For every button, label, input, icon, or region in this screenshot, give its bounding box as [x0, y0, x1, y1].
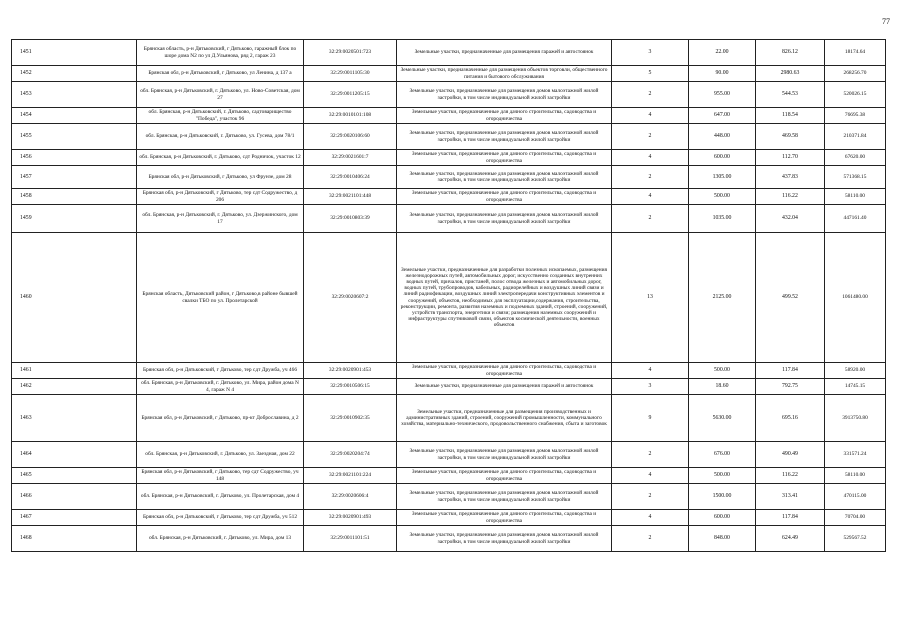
cadastral-value-table — [11, 39, 886, 552]
use-group: 2 — [612, 442, 689, 468]
specific-value: 499.52 — [756, 233, 825, 363]
specific-value: 490.49 — [756, 442, 825, 468]
permitted-use: Земельные участки, предназначенные для разработки полезных ископаемых, размещения железнодорожных путей, автомобильных дорог, искусственно созданных внутренних водных путей, причалов, пристаней, полос отвода железных и автомобильных дорог, водных путей, трубопроводов, кабельных, радиорелейных и воздушных линий связи и линий радиофикации, воздушных линий электропередачи конструктивных элементов и сооружений, объектов, необходимых для эксплуатации,содержания, строительства, реконструкции, ремонта, развития наземных и подземных зданий, строений, сооружений, устройств транспорта, энергетики и связи; размещения наземных сооружений и инфраструктуры спутниковой связи, объектов космической деятельности, военных объектов — [397, 233, 612, 363]
table-row — [12, 363, 886, 379]
table-row — [12, 189, 886, 205]
address-cell: обл. Брянская, р-н Дятьковский, г. Дятьково, ул. Заездная, дом 22 — [137, 442, 304, 468]
permitted-use: Земельные участки, предназначенные для размещения домов малоэтажной жилой застройки, в том числе индивидуальной жилой застройки — [397, 442, 612, 468]
address-cell: обл. Брянская, р-н Дятьковский, г. Дятьково, ул. Пролетарская, дом 4 — [137, 484, 304, 510]
permitted-use: Земельные участки, предназначенные для размещения домов малоэтажной жилой застройки, в том числе индивидуальной жилой застройки — [397, 205, 612, 233]
use-group: 2 — [612, 166, 689, 189]
table-row — [12, 233, 886, 363]
table-row — [12, 124, 886, 150]
address-cell: Брянская обл, р-н Дятьковский, г Дятьково, пр-кт Доброславина, д 2 — [137, 395, 304, 442]
address-cell: Брянская обл, р-н Дятьковский, г Дятьково, ул Фрунзе, дом 28 — [137, 166, 304, 189]
row-number: 1456 — [12, 150, 137, 166]
cadastral-value: 210371.84 — [825, 124, 886, 150]
use-group: 2 — [612, 205, 689, 233]
use-group: 4 — [612, 189, 689, 205]
row-number: 1460 — [12, 233, 137, 363]
use-group: 4 — [612, 363, 689, 379]
cadastral-number: 32:29:0010803:39 — [304, 205, 397, 233]
area: 600.00 — [689, 150, 756, 166]
address-cell: обл. Брянская, р-н Дятьковский, г. Дятьково, садтоварищество "Победа", участок 96 — [137, 108, 304, 124]
cadastral-number: 32:29:0020106:60 — [304, 124, 397, 150]
cadastral-value: 331571.24 — [825, 442, 886, 468]
table-row — [12, 526, 886, 552]
cadastral-number: 32:29:0020901:493 — [304, 510, 397, 526]
permitted-use: Земельные участки, предназначенные для дачного строительства, садоводства и огородничества — [397, 468, 612, 484]
address-cell: Брянская обл, р-н Дятьковский, г Дятьково, тер сдт Дружба, уч 466 — [137, 363, 304, 379]
address-cell: Брянская область, р-н Дятьковский, г Дятьково, гаражный блок по шоре дома N2 по ул Д.Ульянова, ряд 2, гараж 23 — [137, 40, 304, 66]
use-group: 4 — [612, 510, 689, 526]
permitted-use: Земельные участки, предназначенные для дачного строительства, садоводства и огородничества — [397, 510, 612, 526]
row-number: 1463 — [12, 395, 137, 442]
specific-value: 112.70 — [756, 150, 825, 166]
table-row — [12, 40, 886, 66]
area: 848.00 — [689, 526, 756, 552]
specific-value: 2980.63 — [756, 66, 825, 82]
permitted-use: Земельные участки, предназначенные для размещения гаражей и автостоянок — [397, 379, 612, 395]
permitted-use: Земельные участки, предназначенные для дачного строительства, садоводства и огородничества — [397, 363, 612, 379]
permitted-use: Земельные участки, предназначенные для дачного строительства, садоводства и огородничества — [397, 108, 612, 124]
cadastral-number: 32:29:0011205:15 — [304, 82, 397, 108]
area: 5630.00 — [689, 395, 756, 442]
cadastral-value: 470115.00 — [825, 484, 886, 510]
specific-value: 437.83 — [756, 166, 825, 189]
specific-value: 624.49 — [756, 526, 825, 552]
area: 500.00 — [689, 363, 756, 379]
cadastral-number: 32:29:0010101:108 — [304, 108, 397, 124]
permitted-use: Земельные участки, предназначенные для размещения домов малоэтажной жилой застройки, в том числе индивидуальной жилой застройки — [397, 484, 612, 510]
use-group: 4 — [612, 468, 689, 484]
use-group: 13 — [612, 233, 689, 363]
cadastral-number: 32:29:0011101:51 — [304, 526, 397, 552]
permitted-use: Земельные участки, предназначенные для размещения гаражей и автостоянок — [397, 40, 612, 66]
row-number: 1468 — [12, 526, 137, 552]
cadastral-value: 571368.15 — [825, 166, 886, 189]
use-group: 3 — [612, 379, 689, 395]
area: 18.60 — [689, 379, 756, 395]
cadastral-number: 32:29:0020901:453 — [304, 363, 397, 379]
address-cell: обл. Брянская, р-н Дятьковский, г. Дятьково, ул. Мира, район дома N 4, гараж N 4 — [137, 379, 304, 395]
permitted-use: Земельные участки, предназначенные для дачного строительства, садоводства и огородничества — [397, 150, 612, 166]
cadastral-value: 67620.00 — [825, 150, 886, 166]
table-row — [12, 468, 886, 484]
row-number: 1461 — [12, 363, 137, 379]
permitted-use: Земельные участки, предназначенные для размещения домов малоэтажной жилой застройки, в том числе индивидуальной жилой застройки — [397, 166, 612, 189]
area: 500.00 — [689, 189, 756, 205]
address-cell: Брянская обл, р-н Дятьковский, г Дятьково, тер сдт Содружество, уч 148 — [137, 468, 304, 484]
cadastral-number: 32:29:0020606:4 — [304, 484, 397, 510]
row-number: 1462 — [12, 379, 137, 395]
table-row — [12, 484, 886, 510]
address-cell: Брянская обл, р-н Дятьковский, г Дятьково, тер сдт Дружба, уч 512 — [137, 510, 304, 526]
cadastral-value: 3913750.80 — [825, 395, 886, 442]
area: 90.00 — [689, 66, 756, 82]
area: 448.00 — [689, 124, 756, 150]
cadastral-value: 529567.52 — [825, 526, 886, 552]
row-number: 1453 — [12, 82, 137, 108]
address-cell: Брянская область, Дятьковский район, г Дятьково,в районе бывшей свалки ТБО по ул. Пролетарской — [137, 233, 304, 363]
area: 955.00 — [689, 82, 756, 108]
address-cell: Брянская обл, р-н Дятьковский, г Дятьково, тер сдт Содружество, д 206 — [137, 189, 304, 205]
use-group: 3 — [612, 40, 689, 66]
table-row — [12, 510, 886, 526]
area: 1500.00 — [689, 484, 756, 510]
address-cell: обл. Брянская, р-н Дятьковский, г. Дятьково, сдт Родничок, участок 12 — [137, 150, 304, 166]
area: 1035.00 — [689, 205, 756, 233]
area: 2125.00 — [689, 233, 756, 363]
row-number: 1451 — [12, 40, 137, 66]
table-row — [12, 442, 886, 468]
permitted-use: Земельные участки, предназначенные для размещения объектов торговли, общественного питания и бытового обслуживания — [397, 66, 612, 82]
row-number: 1465 — [12, 468, 137, 484]
specific-value: 432.04 — [756, 205, 825, 233]
area: 22.00 — [689, 40, 756, 66]
row-number: 1466 — [12, 484, 137, 510]
table-row — [12, 82, 886, 108]
cadastral-value: 58110.00 — [825, 189, 886, 205]
row-number: 1459 — [12, 205, 137, 233]
table-row — [12, 108, 886, 124]
cadastral-number: 32:29:0021601:7 — [304, 150, 397, 166]
table-row — [12, 66, 886, 82]
cadastral-value: 76695.38 — [825, 108, 886, 124]
row-number: 1464 — [12, 442, 137, 468]
cadastral-number: 32:29:0020501:723 — [304, 40, 397, 66]
address-cell: обл. Брянская, р-н Дятьковский, г. Дятьково, ул. Дзержинского, дом 17 — [137, 205, 304, 233]
use-group: 2 — [612, 526, 689, 552]
cadastral-value: 70704.00 — [825, 510, 886, 526]
area: 500.00 — [689, 468, 756, 484]
permitted-use: Земельные участки, предназначенные для размещения производственных и административных зданий, строений, сооружений промышленности, коммунального хозяйства, материально-технического, продовольственного снабжения, сбыта и заготовок — [397, 395, 612, 442]
use-group: 5 — [612, 66, 689, 82]
address-cell: Брянская обл, р-н Дятьковский, г Дятьково, ул Ленина, д 137 а — [137, 66, 304, 82]
specific-value: 792.75 — [756, 379, 825, 395]
cadastral-number: 32:29:0010902:35 — [304, 395, 397, 442]
specific-value: 826.12 — [756, 40, 825, 66]
row-number: 1457 — [12, 166, 137, 189]
page-number: 77 — [882, 17, 890, 26]
cadastral-number: 32:29:0010506:15 — [304, 379, 397, 395]
row-number: 1452 — [12, 66, 137, 82]
specific-value: 118.54 — [756, 108, 825, 124]
specific-value: 116.22 — [756, 189, 825, 205]
use-group: 4 — [612, 150, 689, 166]
cadastral-number: 32:29:0020607:2 — [304, 233, 397, 363]
specific-value: 117.84 — [756, 510, 825, 526]
address-cell: обл. Брянская, р-н Дятьковский, г. Дятьково, ул. Мира, дом 13 — [137, 526, 304, 552]
row-number: 1455 — [12, 124, 137, 150]
row-number: 1458 — [12, 189, 137, 205]
permitted-use: Земельные участки, предназначенные для размещения домов малоэтажной жилой застройки, в том числе индивидуальной жилой застройки — [397, 526, 612, 552]
specific-value: 469.58 — [756, 124, 825, 150]
permitted-use: Земельные участки, предназначенные для размещения домов малоэтажной жилой застройки, в том числе индивидуальной жилой застройки — [397, 124, 612, 150]
address-cell: обл. Брянская, р-н Дятьковский, г. Дятьково, ул. Ново-Советская, дом 27 — [137, 82, 304, 108]
specific-value: 695.16 — [756, 395, 825, 442]
table-row — [12, 166, 886, 189]
table-row — [12, 379, 886, 395]
use-group: 2 — [612, 82, 689, 108]
permitted-use: Земельные участки, предназначенные для размещения домов малоэтажной жилой застройки, в том числе индивидуальной жилой застройки — [397, 82, 612, 108]
cadastral-number: 32:29:0010406:24 — [304, 166, 397, 189]
specific-value: 313.41 — [756, 484, 825, 510]
area: 1305.00 — [689, 166, 756, 189]
table-row — [12, 205, 886, 233]
cadastral-number: 32:29:0021101:224 — [304, 468, 397, 484]
permitted-use: Земельные участки, предназначенные для дачного строительства, садоводства и огородничества — [397, 189, 612, 205]
cadastral-number: 32:29:0020204:74 — [304, 442, 397, 468]
table-row — [12, 150, 886, 166]
row-number: 1467 — [12, 510, 137, 526]
cadastral-number: 32:29:0011105:30 — [304, 66, 397, 82]
area: 647.00 — [689, 108, 756, 124]
cadastral-value: 58110.00 — [825, 468, 886, 484]
cadastral-value: 447161.40 — [825, 205, 886, 233]
specific-value: 117.84 — [756, 363, 825, 379]
cadastral-value: 18174.64 — [825, 40, 886, 66]
area: 600.00 — [689, 510, 756, 526]
use-group: 2 — [612, 124, 689, 150]
cadastral-value: 1061480.00 — [825, 233, 886, 363]
table-row — [12, 395, 886, 442]
cadastral-number: 32:29:0021101:448 — [304, 189, 397, 205]
area: 676.00 — [689, 442, 756, 468]
cadastral-value: 58920.00 — [825, 363, 886, 379]
cadastral-value: 14745.15 — [825, 379, 886, 395]
cadastral-value: 520026.15 — [825, 82, 886, 108]
use-group: 9 — [612, 395, 689, 442]
address-cell: обл. Брянская, р-н Дятьковский, г. Дятьково, ул. Гусева, дом 78/1 — [137, 124, 304, 150]
use-group: 2 — [612, 484, 689, 510]
specific-value: 116.22 — [756, 468, 825, 484]
specific-value: 544.53 — [756, 82, 825, 108]
row-number: 1454 — [12, 108, 137, 124]
table-body — [12, 40, 886, 552]
use-group: 4 — [612, 108, 689, 124]
cadastral-value: 268256.70 — [825, 66, 886, 82]
